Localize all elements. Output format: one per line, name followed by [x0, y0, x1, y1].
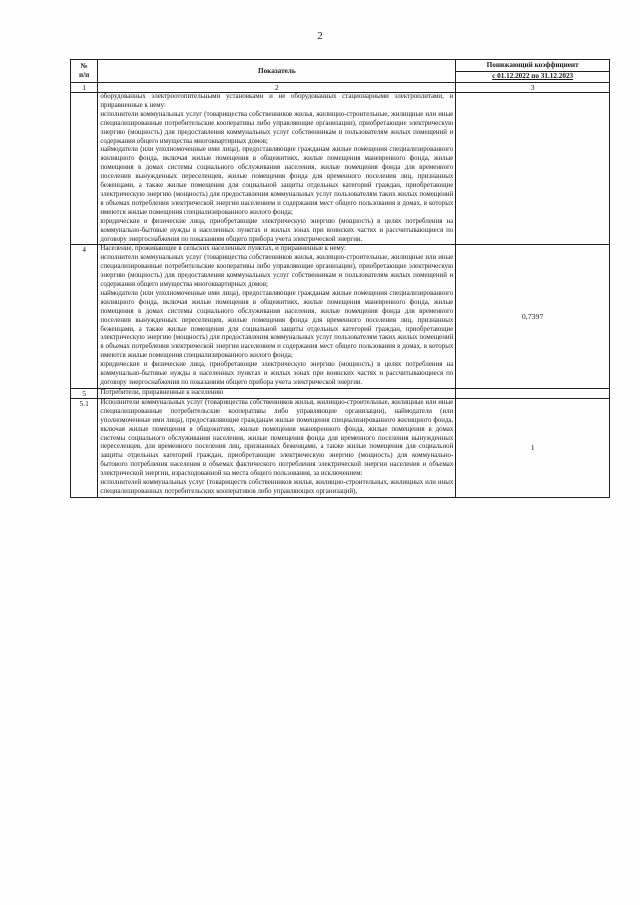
header-coefficient-title: Понижающий коэффициент [456, 61, 609, 73]
paragraph: исполнители коммунальных услуг (товарищества собственников жилья, жилищно-строительные, жилищные или иные специализированные потребительские кооперативы либо управляющие организации), приобретающие электрическую энергию (мощность) для предоставления коммунальных услуг собственникам и пользователям жилых помещений и содержания общего имущества многоквартирных домов; [100, 110, 454, 145]
coefficient-table [70, 59, 610, 498]
header-num: № п/п [71, 60, 98, 83]
row-coefficient [456, 388, 610, 398]
column-number: 2 [98, 83, 456, 93]
table-header-row [71, 60, 610, 83]
paragraph: юридические и физические лица, приобретающие электрическую энергию (мощность) в целях потребления на коммунально-бытовые нужды в населенных пунктах и жилых зонах при воинских частях и рассчитывающиеся по договору энергоснабжения по показаниям общего прибора учета электрической энергии. [100, 217, 454, 243]
row-indicator-text [98, 245, 456, 389]
paragraph: Потребители, приравненные к населению [100, 388, 224, 396]
header-indicator: Показатель [98, 60, 456, 83]
row-coefficient [456, 93, 610, 245]
row-coefficient: 0,7397 [456, 245, 610, 389]
paragraph: Исполнители коммунальных услуг (товарищества собственников жилья, жилищно-строительные, жилищные или иные специализированные потребительские кооперативы либо управляющие организации), наймодатели (или уполномоченные ими лица), предоставляющие гражданам жилые помещения специализированного жилищного фонда, включая жилые помещения в общежитиях, жилые помещения маневренного фонда, жилые помещения в домах системы социального обслуживания населения, жилые помещения фонда для временного поселения вынужденных переселенцев, для временного поселения лиц, признанных беженцами, а также жилые помещения для социальной защиты отдельных категорий граждан, приобретающие электрическую энергию (мощность) для коммунально-бытового потребления населения в объемах фактического потребления электрической энергии населения и объемах электрической энергии, израсходованной на места общего пользования, за исключением: [100, 398, 454, 478]
row-indicator-text [98, 398, 456, 497]
paragraph: наймодатели (или уполномоченные ими лица), предоставляющие гражданам жилые помещения специализированного жилищного фонда, включая жилые помещения в общежитиях, жилые помещения маневренного фонда, жилые помещения в домах системы социального обслуживания населения, жилые помещения фонда для временного поселения вынужденных переселенцев, жилые помещения фонда для временного поселения лиц, признанных беженцами, а также жилые помещения для социальной защиты отдельных категорий граждан, приобретающие электрическую энергию (мощность) для предоставления коммунальных услуг пользователям таких жилых помещений в объемах потребления электрической энергии населением и содержания мест общего пользования в домах, в которых имеются жилые помещения специализированного жилого фонда; [100, 146, 454, 216]
row-indicator-text [98, 93, 456, 245]
paragraph: наймодатели (или уполномоченные ими лица), предоставляющие гражданам жилые помещения специализированного жилищного фонда, включая жилые помещения в общежитиях, жилые помещения маневренного фонда, жилые помещения в домах системы социального обслуживания населения, жилые помещения фонда для временного поселения вынужденных переселенцев, жилые помещения фонда для временного поселения лиц, признанных беженцами, а также жилые помещения для социальной защиты отдельных категорий граждан, приобретающие электрическую энергию (мощность) для предоставления коммунальных услуг пользователям таких жилых помещений в объемах потребления электрической энергии населением и содержания мест общего пользования в домах, в которых имеются жилые помещения специализированного жилого фонда; [100, 289, 454, 360]
column-number: 3 [456, 83, 610, 93]
row-number [71, 93, 98, 245]
row-coefficient: 1 [456, 398, 610, 497]
table-row [71, 245, 610, 389]
paragraph: исполнители коммунальных услуг (товарищества собственников жилья, жилищно-строительные, жилищные или иные специализированные потребительские кооперативы либо управляющие организации), приобретающие электрическую энергию (мощность) для предоставления коммунальных услуг собственникам и пользователям жилых помещений и содержания общего имущества многоквартирных домов; [100, 254, 454, 289]
paragraph: исполнителей коммунальных услуг (товариществ собственников жилья, жилищно-строительных, жилищных или иных специализированных потребительских кооперативов либо управляющих организаций), [100, 479, 454, 495]
header-coefficient [456, 60, 610, 83]
row-number: 5.1 [71, 398, 98, 497]
column-number-row [71, 83, 610, 93]
table-row [71, 388, 610, 398]
row-number: 5 [71, 388, 98, 398]
table-row [71, 398, 610, 497]
paragraph: оборудованных электроотопительными установками и не оборудованных стационарными электроплитами, и приравненные к нему: [100, 93, 454, 109]
table-row [71, 93, 610, 245]
page-number: 2 [317, 30, 323, 42]
column-number: 1 [71, 83, 98, 93]
row-indicator-text [98, 388, 456, 398]
header-coefficient-period: с 01.12.2022 по 31.12.2023 [492, 72, 574, 80]
paragraph: юридические и физические лица, приобретающие электрическую энергию (мощность) в целях потребления на коммунально-бытовые нужды в населенных пунктах и жилых зонах при воинских частях и рассчитывающиеся по договору энергоснабжения по показаниям общего прибора учета электрической энергии. [100, 361, 454, 386]
row-number: 4 [71, 245, 98, 389]
paragraph: Население, проживающее в сельских населенных пунктах, и приравненные к нему: [100, 245, 347, 253]
